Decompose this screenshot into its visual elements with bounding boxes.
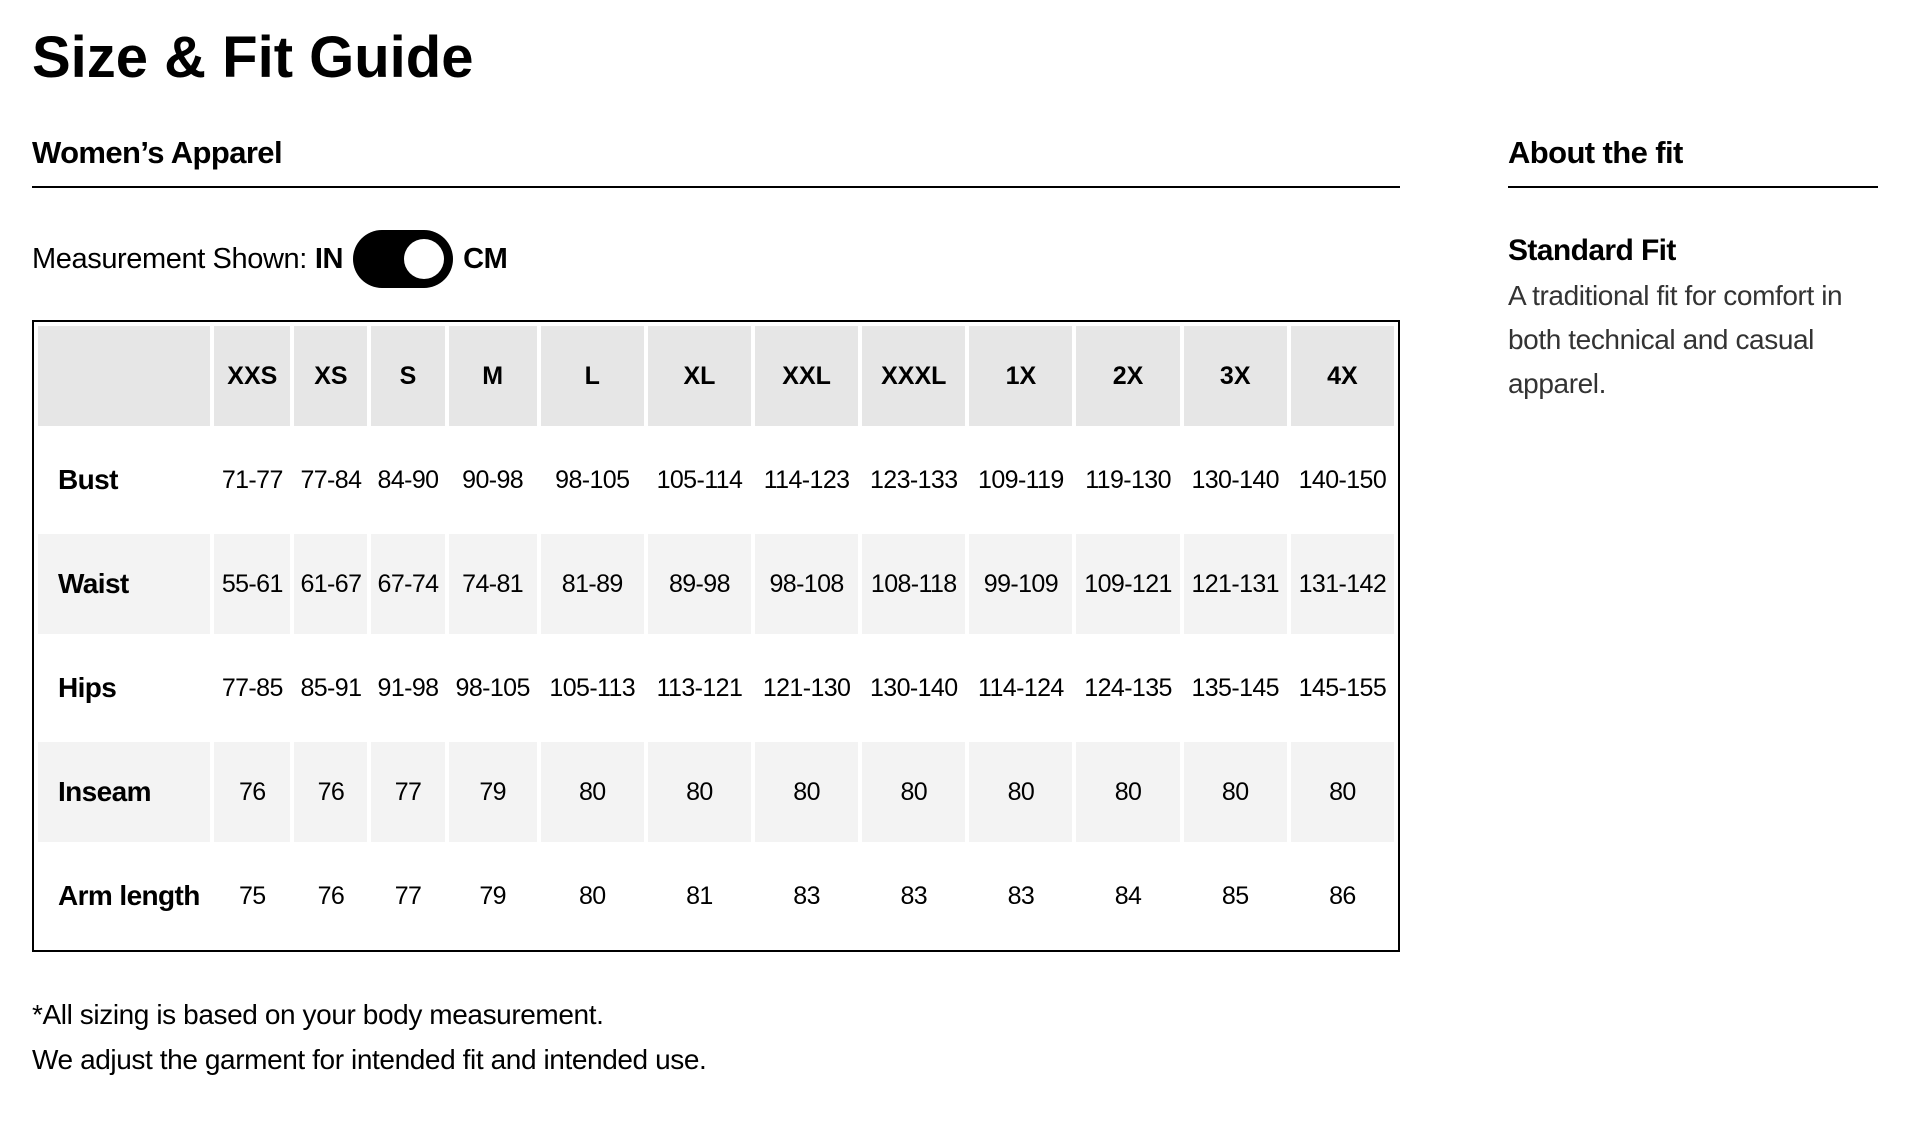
table-cell: 80 [969, 742, 1072, 842]
unit-cm-label[interactable]: CM [463, 242, 508, 275]
table-cell: 77-85 [221, 673, 283, 702]
table-cell: 83 [900, 881, 928, 910]
table-cell: 81-89 [541, 534, 644, 634]
table-cell: 83 [793, 881, 820, 910]
table-cell: 98-105 [455, 673, 530, 702]
table-cell: 119-130 [1085, 465, 1171, 494]
table-cell: 80 [648, 742, 751, 842]
size-header-xs: XS [294, 326, 367, 426]
size-header-xxs: XXS [214, 326, 290, 426]
table-cell: 89-98 [648, 534, 751, 634]
table-cell: 55-61 [214, 534, 290, 634]
table-cell: 85 [1221, 881, 1249, 910]
table-row [38, 430, 1394, 530]
footnote-line-2: We adjust the garment for intended fit and intended use. [32, 1044, 707, 1075]
table-cell: 76 [294, 742, 367, 842]
table-cell: 130-140 [1191, 465, 1279, 494]
header-corner-cell [38, 326, 210, 426]
table-cell: 76 [317, 881, 345, 910]
table-cell: 98-108 [755, 534, 858, 634]
unit-in-label[interactable]: IN [314, 242, 344, 275]
table-cell: 84 [1114, 881, 1142, 910]
row-label: Bust [58, 464, 118, 495]
size-header-2x: 2X [1076, 326, 1179, 426]
size-header-m: M [449, 326, 537, 426]
table-cell: 98-105 [555, 465, 630, 494]
table-cell: 81 [686, 881, 713, 910]
size-header-xxxl: XXXL [862, 326, 965, 426]
table-cell: 108-118 [862, 534, 965, 634]
table-cell: 113-121 [656, 673, 743, 702]
size-header-s: S [371, 326, 444, 426]
size-header-1x: 1X [969, 326, 1072, 426]
table-cell: 80 [1291, 742, 1394, 842]
table-cell: 91-98 [377, 673, 439, 702]
table-header-row [38, 326, 1394, 426]
table-row [38, 846, 1394, 946]
table-cell: 124-135 [1084, 673, 1172, 702]
size-header-4x: 4X [1291, 326, 1394, 426]
table-cell: 85-91 [300, 673, 362, 702]
table-cell: 76 [214, 742, 290, 842]
table-cell: 80 [1076, 742, 1179, 842]
table-cell: 71-77 [221, 465, 283, 494]
footnote-line-1: *All sizing is based on your body measurement. [32, 999, 604, 1030]
table-cell: 114-123 [763, 465, 850, 494]
table-row [38, 534, 1394, 634]
table-cell: 80 [541, 742, 644, 842]
table-cell: 84-90 [377, 465, 439, 494]
table-cell: 86 [1329, 881, 1356, 910]
table-cell: 114-124 [978, 673, 1064, 702]
table-cell: 80 [1184, 742, 1287, 842]
table-cell: 75 [239, 881, 266, 910]
table-cell: 109-121 [1076, 534, 1179, 634]
section-heading-about-fit: About the fit [1508, 130, 1878, 188]
table-cell: 77 [394, 881, 422, 910]
table-cell: 140-150 [1298, 465, 1387, 494]
size-header-xxl: XXL [755, 326, 858, 426]
table-cell: 61-67 [294, 534, 367, 634]
table-cell: 135-145 [1191, 673, 1279, 702]
size-header-3x: 3X [1184, 326, 1287, 426]
toggle-knob [404, 239, 444, 279]
section-heading-womens-apparel: Women’s Apparel [32, 130, 1400, 188]
page-title: Size & Fit Guide [32, 25, 474, 90]
size-table [34, 322, 1398, 950]
table-cell: 130-140 [869, 673, 958, 702]
table-cell: 77-84 [300, 465, 362, 494]
row-label: Waist [38, 534, 210, 634]
table-cell: 77 [371, 742, 444, 842]
table-cell: 145-155 [1298, 673, 1387, 702]
table-cell: 90-98 [462, 465, 524, 494]
row-label: Arm length [58, 880, 200, 911]
table-cell: 74-81 [449, 534, 537, 634]
table-cell: 123-133 [869, 465, 958, 494]
table-cell: 99-109 [969, 534, 1072, 634]
table-cell: 79 [479, 881, 506, 910]
table-cell: 80 [578, 881, 606, 910]
row-label: Hips [58, 672, 117, 703]
table-cell: 83 [1007, 881, 1035, 910]
table-cell: 80 [755, 742, 858, 842]
fit-description-line: both technical and casual [1508, 324, 1814, 355]
sizing-section [32, 130, 1400, 1082]
measurement-unit-row [32, 228, 1400, 290]
table-body [38, 430, 1394, 946]
table-cell: 105-113 [549, 673, 636, 702]
table-row [38, 742, 1394, 842]
row-label: Inseam [38, 742, 210, 842]
about-fit-section [1508, 130, 1878, 406]
table-cell: 105-114 [656, 465, 743, 494]
fit-description [1508, 274, 1878, 406]
fit-description-line: A traditional fit for comfort in [1508, 280, 1843, 311]
fit-name: Standard Fit [1508, 234, 1676, 267]
sizing-footnote [32, 992, 1400, 1082]
table-cell: 121-130 [762, 673, 851, 702]
table-cell: 79 [449, 742, 537, 842]
table-row [38, 638, 1394, 738]
table-cell: 121-131 [1184, 534, 1287, 634]
fit-description-line: apparel. [1508, 368, 1606, 399]
size-header-xl: XL [648, 326, 751, 426]
size-header-l: L [541, 326, 644, 426]
size-table-container [32, 320, 1400, 952]
measurement-label: Measurement Shown: [32, 242, 307, 275]
table-cell: 80 [862, 742, 965, 842]
table-cell: 109-119 [978, 465, 1064, 494]
table-cell: 131-142 [1291, 534, 1394, 634]
table-cell: 67-74 [371, 534, 444, 634]
unit-toggle[interactable] [353, 230, 453, 288]
